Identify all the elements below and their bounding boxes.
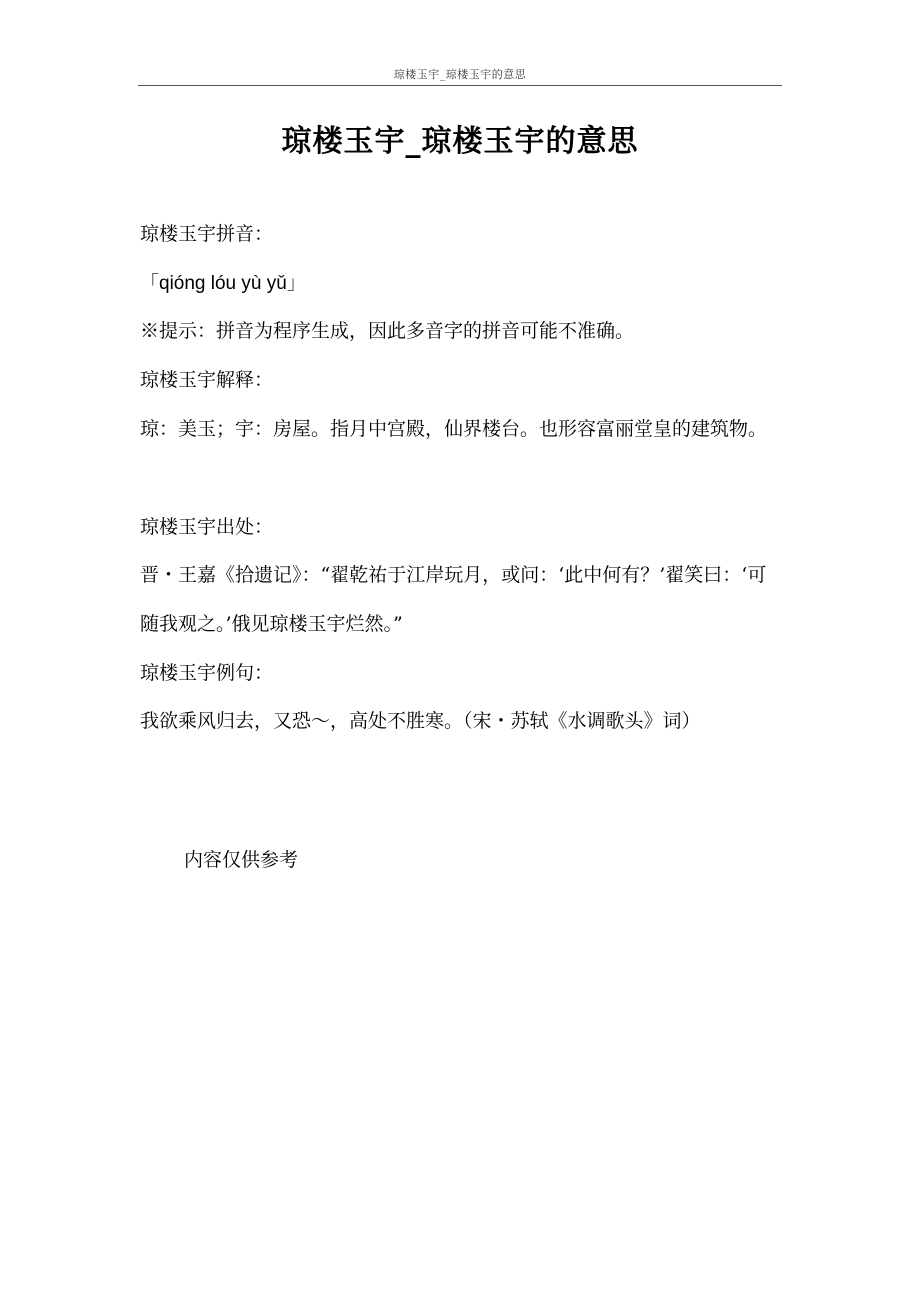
header-divider <box>138 85 782 86</box>
running-header: 琼楼玉宇_琼楼玉宇的意思 <box>393 68 527 81</box>
pinyin-note: ※提示：拼音为程序生成，因此多音字的拼音可能不准确。 <box>140 320 635 342</box>
pinyin-value: 「qióng lóu yù yǔ」 <box>140 273 306 294</box>
footer-note: 内容仅供参考 <box>184 849 299 871</box>
source-text: 晋・王嘉《拾遗记》：“翟乾祐于江岸玩月，或问：‘此中何有？’翟笑曰：‘可随我观之。’俄见琼楼玉宇烂然。” <box>140 564 767 635</box>
document-title: 琼楼玉宇_琼楼玉宇的意思 <box>281 124 639 159</box>
pinyin-heading: 琼楼玉宇拼音： <box>140 223 274 245</box>
meaning-text: 琼：美玉；宇：房屋。指月中宫殿，仙界楼台。也形容富丽堂皇的建筑物。 <box>140 418 768 440</box>
meaning-heading: 琼楼玉宇解释： <box>140 369 274 391</box>
example-text: 我欲乘风归去，又恐～，高处不胜寒。（宋・苏轼《水调歌头》词） <box>140 710 701 732</box>
example-heading: 琼楼玉宇例句： <box>140 662 274 684</box>
source-heading: 琼楼玉宇出处： <box>140 516 274 538</box>
